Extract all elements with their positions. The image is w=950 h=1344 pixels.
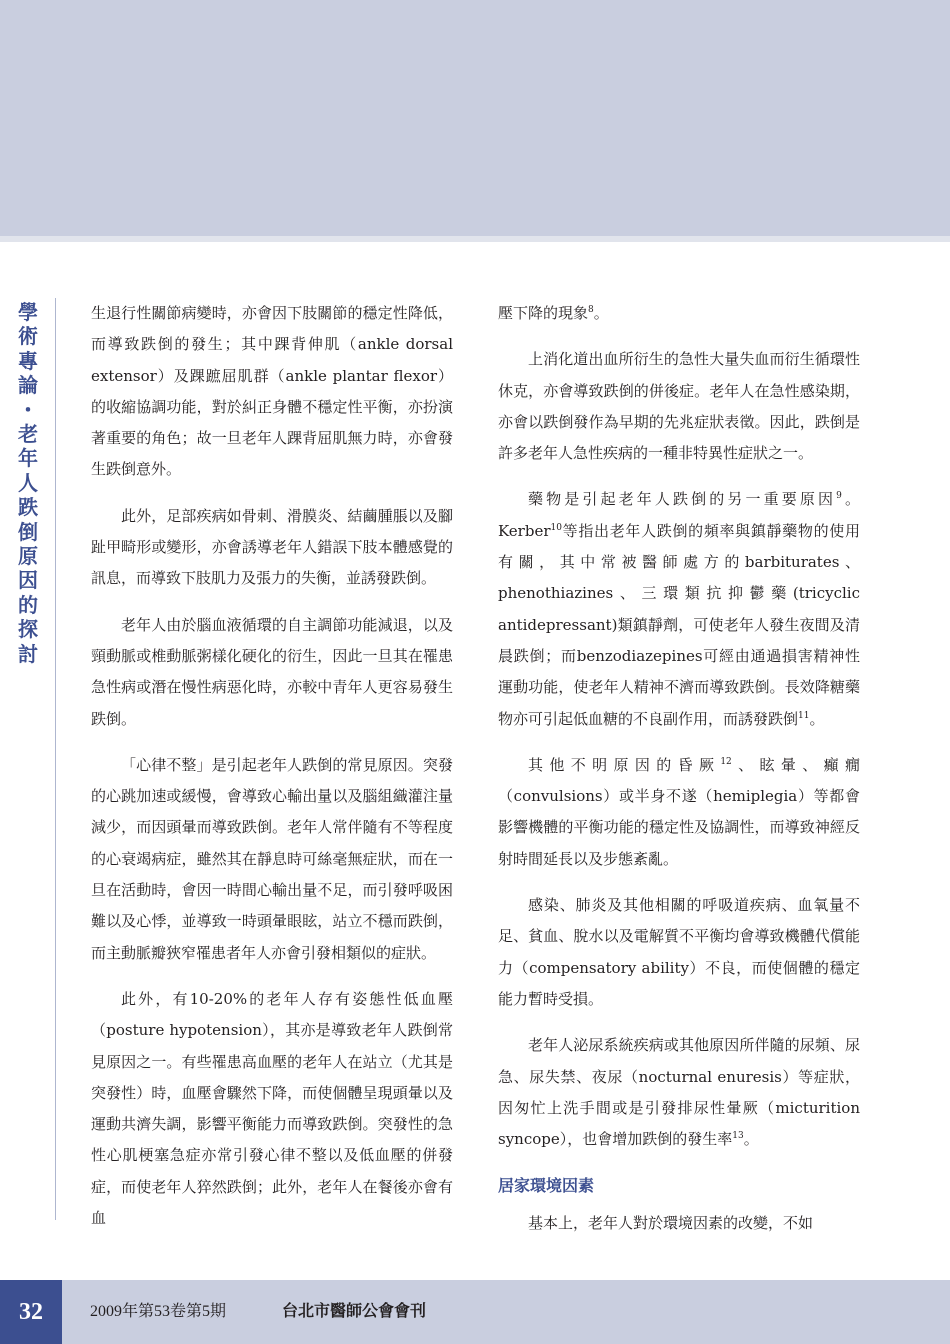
paragraph [498, 298, 860, 329]
paragraph-text: 其他不明原因的昏厥 [528, 755, 721, 774]
paragraph: 上消化道出血所衍生的急性大量失血而衍生循環性休克，亦會導致跌倒的併後症。老年人在急性感染期，亦會以跌倒發作為早期的先兆症狀表徵。因此，跌倒是許多老年人急性疾病的一種非特異性症狀之一。 [498, 350, 860, 463]
left-column [91, 298, 453, 1249]
citation-ref: 13 [732, 1131, 744, 1142]
side-title-char: 學 [18, 300, 38, 324]
side-title-char: 人 [18, 470, 38, 495]
paragraph: 此外，足部疾病如骨刺、滑膜炎、結繭腫脹以及腳趾甲畸形或變形，亦會誘導老年人錯誤下肢本體感覺的訊息，而導致下肢肌力及張力的失衡，並誘發跌倒。 [91, 506, 453, 588]
paragraph-text: 。Kerber [498, 490, 860, 540]
paragraph [498, 484, 860, 734]
side-title-char: 倒 [18, 519, 38, 544]
header-band [0, 0, 950, 236]
paragraph-text: 、眩暈、癲癇（convulsions）或半身不遂（hemiplegia）等都會影響機體的平衡功能的穩定性及協調性，而導致神經反射時間延長以及步態紊亂。 [498, 755, 860, 868]
side-title-char: 原 [18, 544, 38, 569]
page-number: 32 [0, 1280, 62, 1344]
side-title-char: 老 [18, 422, 38, 447]
paragraph-text: 壓下降的現象 [498, 304, 589, 322]
side-title-char: 專 [18, 348, 38, 373]
side-title-char: 因 [18, 568, 38, 593]
header-divider [0, 236, 950, 242]
paragraph-text: 。 [593, 304, 609, 322]
journal-name: 台北市醫師公會會刊 [282, 1301, 427, 1320]
citation-ref: 11 [798, 710, 810, 721]
paragraph: 「心律不整」是引起老年人跌倒的常見原因。突發的心跳加速或緩慢，會導致心輸出量以及腦組織灌注量減少，而因頭暈而導致跌倒。老年人常伴隨有不等程度的心衰竭病症，雖然其在靜息時可絲毫無症狀，而在一旦在活動時，會因一時間心輸出量不足，而引發呼吸困難以及心悸，並導致一時頭暈眼眩，站立不穩而跌倒，而主動脈瓣狹窄罹患者年人亦會引發相類似的症狀。 [91, 755, 453, 962]
issue-info: 2009年第53卷第5期 [90, 1303, 227, 1320]
side-title-char: 年 [18, 446, 38, 471]
right-column [498, 298, 860, 1255]
paragraph: 基本上，老年人對於環境因素的改變，不如 [528, 1214, 814, 1233]
paragraph-text: 老年人泌尿系統疾病或其他原因所伴隨的尿頻、尿急、尿失禁、夜尿（nocturnal enuresis）等症狀，因匆忙上洗手間或是引發排尿性暈厥（micturition syncope），也會增加跌倒的發生率 [498, 1036, 860, 1149]
side-title-char: 術 [18, 324, 38, 349]
paragraph: 此外，有10-20%的老年人存有姿態性低血壓（posture hypotension），其亦是導致老年人跌倒常見原因之一。有些罹患高血壓的老年人在站立（尤其是突發性）時，血壓會驟然下降，而使個體呈現頭暈以及運動共濟失調，影響平衡能力而導致跌倒。突發性的急性心肌梗塞急症亦常引發心律不整以及低血壓的併發症，而使老年人猝然跌倒；此外，老年人在餐後亦會有血 [91, 989, 453, 1228]
vertical-rule [55, 298, 56, 1220]
paragraph: 感染、肺炎及其他相關的呼吸道疾病、血氧量不足、貧血、脫水以及電解質不平衡均會導致機體代償能力（compensatory ability）不良，而使個體的穩定能力暫時受損。 [498, 896, 860, 1008]
footer-band [0, 1280, 950, 1344]
paragraph [498, 1030, 860, 1155]
paragraph-text: 。 [743, 1130, 759, 1149]
side-title-char: 討 [18, 641, 38, 666]
citation-ref: 10 [550, 522, 562, 533]
paragraph-text: 藥物是引起老年人跌倒的另一重要原因 [528, 490, 837, 509]
citation-ref: 8 [588, 305, 594, 315]
side-title-char: 論 [18, 373, 38, 398]
section-heading: 居家環境因素 [498, 1176, 595, 1196]
section-title-vertical [13, 300, 43, 666]
side-title-char: 的 [18, 592, 38, 617]
side-title-char: 探 [18, 617, 38, 642]
paragraph: 老年人由於腦血液循環的自主調節功能減退，以及頸動脈或椎動脈粥樣化硬化的衍生，因此一旦其在罹患急性病或潛在慢性病惡化時，亦較中青年人更容易發生跌倒。 [91, 615, 453, 728]
paragraph-text: 等指出老年人跌倒的頻率與鎮靜藥物的使用有關，其中常被醫師處方的barbiturates、phenothiazines、三環類抗抑鬱藥(tricyclic antidepressant)類鎮靜劑，可使老年人發生夜間及清晨跌倒；而benzodiazepines可經由通過損害精神性運動功能，使老年人精神不濟而導致跌倒。長效降糖藥物亦可引起低血糖的不良副作用，而誘發跌倒 [498, 521, 860, 728]
citation-ref: 12 [720, 756, 732, 767]
paragraph-text: 。 [809, 709, 825, 728]
paragraph: 生退行性關節病變時，亦會因下肢關節的穩定性降低，而導致跌倒的發生；其中踝背伸肌（ankle dorsal extensor）及踝蹠屈肌群（ankle plantar flexor）的收縮協調功能，對於糾正身體不穩定性平衡，亦扮演著重要的角色；故一旦老年人踝背屈肌無力時，亦會發生跌倒意外。 [91, 304, 453, 479]
citation-ref: 9 [836, 491, 842, 502]
side-title-char: ・ [18, 397, 38, 422]
paragraph [498, 750, 860, 875]
side-title-char: 跌 [18, 495, 38, 520]
